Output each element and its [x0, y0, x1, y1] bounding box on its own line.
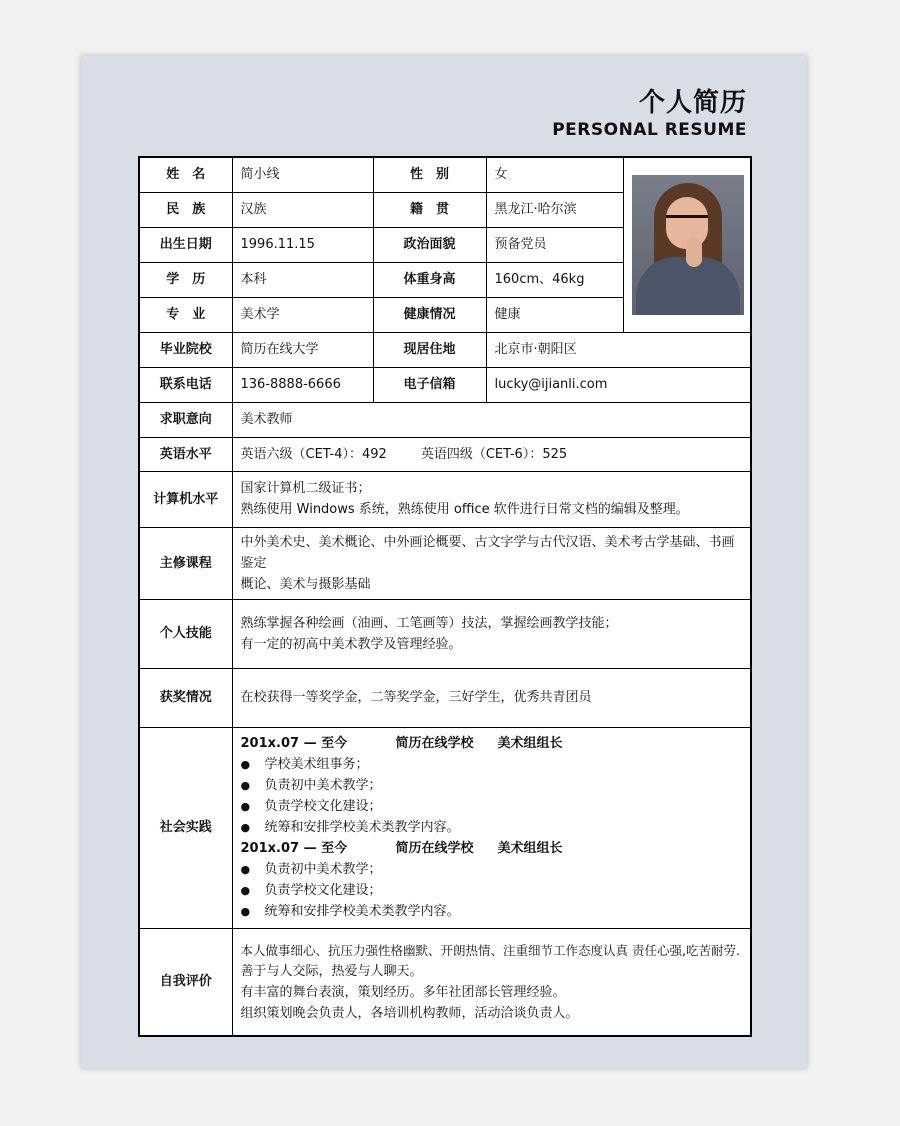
- self-label: 自我评价: [139, 928, 232, 1036]
- self-value: [232, 928, 751, 1036]
- computer-label: 计算机水平: [139, 471, 232, 527]
- bullet-icon: [241, 775, 265, 796]
- self-line: 组织策划晚会负责人，各培训机构教师，活动洽谈负责人。: [240, 1005, 579, 1021]
- body-label: 体重身高: [373, 262, 486, 297]
- practice-item-text: 负责初中美术教学；: [264, 778, 382, 793]
- intent-value: 美术教师: [232, 402, 751, 437]
- phone-value: 136-8888-6666: [232, 367, 373, 402]
- resume-title-cn: 个人简历: [638, 88, 747, 118]
- bullet-icon: [241, 817, 265, 838]
- resume-page: [81, 56, 807, 1068]
- skills-label: 个人技能: [139, 599, 232, 668]
- bullet-icon: [241, 796, 265, 817]
- skills-value: [232, 599, 751, 668]
- computer-line: 国家计算机二级证书；: [240, 481, 371, 496]
- gender-label: 性 别: [373, 157, 486, 192]
- practice-item-text: 统筹和安排学校美术类教学内容。: [264, 904, 460, 919]
- skills-line: 熟练掌握各种绘画（油画、工笔画等）技法，掌握绘画教学技能；: [240, 615, 618, 631]
- body-value: 160cm、46kg: [486, 262, 623, 297]
- practice-item-text: 负责初中美术教学；: [264, 862, 382, 877]
- name-label: 姓 名: [139, 157, 232, 192]
- profile-photo: [632, 175, 744, 315]
- english-cet6: 英语四级（CET-6）：525: [420, 446, 568, 462]
- practice-label: 社会实践: [139, 727, 232, 928]
- practice-item-text: 负责学校文化建设；: [264, 799, 382, 814]
- name-value: 简小线: [232, 157, 373, 192]
- native-value: 黑龙江·哈尔滨: [486, 192, 623, 227]
- phone-label: 联系电话: [139, 367, 232, 402]
- computer-line: 熟练使用 Windows 系统，熟练使用 office 软件进行日常文档的编辑及整理。: [240, 502, 689, 517]
- practice-entry-header: [241, 733, 743, 754]
- resume-title-en: PERSONAL RESUME: [552, 120, 747, 140]
- practice-time: 201x.07 — 至今: [240, 736, 348, 751]
- practice-org: 简历在线学校: [395, 841, 474, 856]
- computer-value: [232, 471, 751, 527]
- edu-value: 本科: [232, 262, 373, 297]
- resume-table: [138, 156, 752, 1037]
- practice-item: [241, 796, 743, 817]
- native-label: 籍 贯: [373, 192, 486, 227]
- self-line: 本人做事细心、抗压力强性格幽默、开朗热情、注重细节工作态度认真 责任心强,吃苦耐劳.: [240, 942, 740, 958]
- practice-item-text: 负责学校文化建设；: [264, 883, 382, 898]
- health-label: 健康情况: [373, 297, 486, 332]
- courses-line: 中外美术史、美术概论、中外画论概要、古文字学与古代汉语、美术考古学基础、书画鉴定: [240, 534, 735, 571]
- email-label: 电子信箱: [373, 367, 486, 402]
- birth-label: 出生日期: [139, 227, 232, 262]
- english-label: 英语水平: [139, 437, 232, 471]
- gender-value: 女: [486, 157, 623, 192]
- practice-time: 201x.07 — 至今: [240, 841, 348, 856]
- practice-org: 简历在线学校: [395, 736, 474, 751]
- self-line: 善于与人交际，热爱与人聊天。: [240, 963, 423, 979]
- practice-item: [241, 775, 743, 796]
- courses-label: 主修课程: [139, 527, 232, 599]
- bullet-icon: [241, 901, 265, 922]
- school-label: 毕业院校: [139, 332, 232, 367]
- address-value: 北京市·朝阳区: [486, 332, 751, 367]
- practice-item: [241, 859, 743, 880]
- politics-value: 预备党员: [486, 227, 623, 262]
- practice-role: 美术组组长: [497, 841, 563, 856]
- awards-value: 在校获得一等奖学金，二等奖学金，三好学生，优秀共青团员: [232, 668, 751, 727]
- major-label: 专 业: [139, 297, 232, 332]
- practice-item: [241, 754, 743, 775]
- english-cet4: 英语六级（CET-4）：492: [240, 446, 387, 462]
- practice-item-text: 统筹和安排学校美术类教学内容。: [264, 820, 460, 835]
- intent-label: 求职意向: [139, 402, 232, 437]
- courses-value: [232, 527, 751, 599]
- english-value: [232, 437, 751, 471]
- major-value: 美术学: [232, 297, 373, 332]
- practice-item-text: 学校美术组事务；: [264, 757, 369, 772]
- bullet-icon: [241, 880, 265, 901]
- practice-entry-header: [241, 838, 743, 859]
- email-value: lucky@ijianli.com: [486, 367, 751, 402]
- courses-line: 概论、美术与摄影基础: [240, 576, 371, 592]
- practice-item: [241, 817, 743, 838]
- practice-value: [232, 727, 751, 928]
- health-value: 健康: [486, 297, 623, 332]
- edu-label: 学 历: [139, 262, 232, 297]
- self-line: 有丰富的舞台表演，策划经历。多年社团部长管理经验。: [240, 984, 566, 1000]
- ethnic-value: 汉族: [232, 192, 373, 227]
- birth-value: 1996.11.15: [232, 227, 373, 262]
- bullet-icon: [241, 859, 265, 880]
- address-label: 现居住地: [373, 332, 486, 367]
- photo-cell: [623, 157, 751, 332]
- practice-role: 美术组组长: [497, 736, 563, 751]
- awards-label: 获奖情况: [139, 668, 232, 727]
- practice-item: [241, 901, 743, 922]
- bullet-icon: [241, 754, 265, 775]
- politics-label: 政治面貌: [373, 227, 486, 262]
- skills-line: 有一定的初高中美术教学及管理经验。: [240, 636, 462, 652]
- ethnic-label: 民 族: [139, 192, 232, 227]
- school-value: 简历在线大学: [232, 332, 373, 367]
- practice-item: [241, 880, 743, 901]
